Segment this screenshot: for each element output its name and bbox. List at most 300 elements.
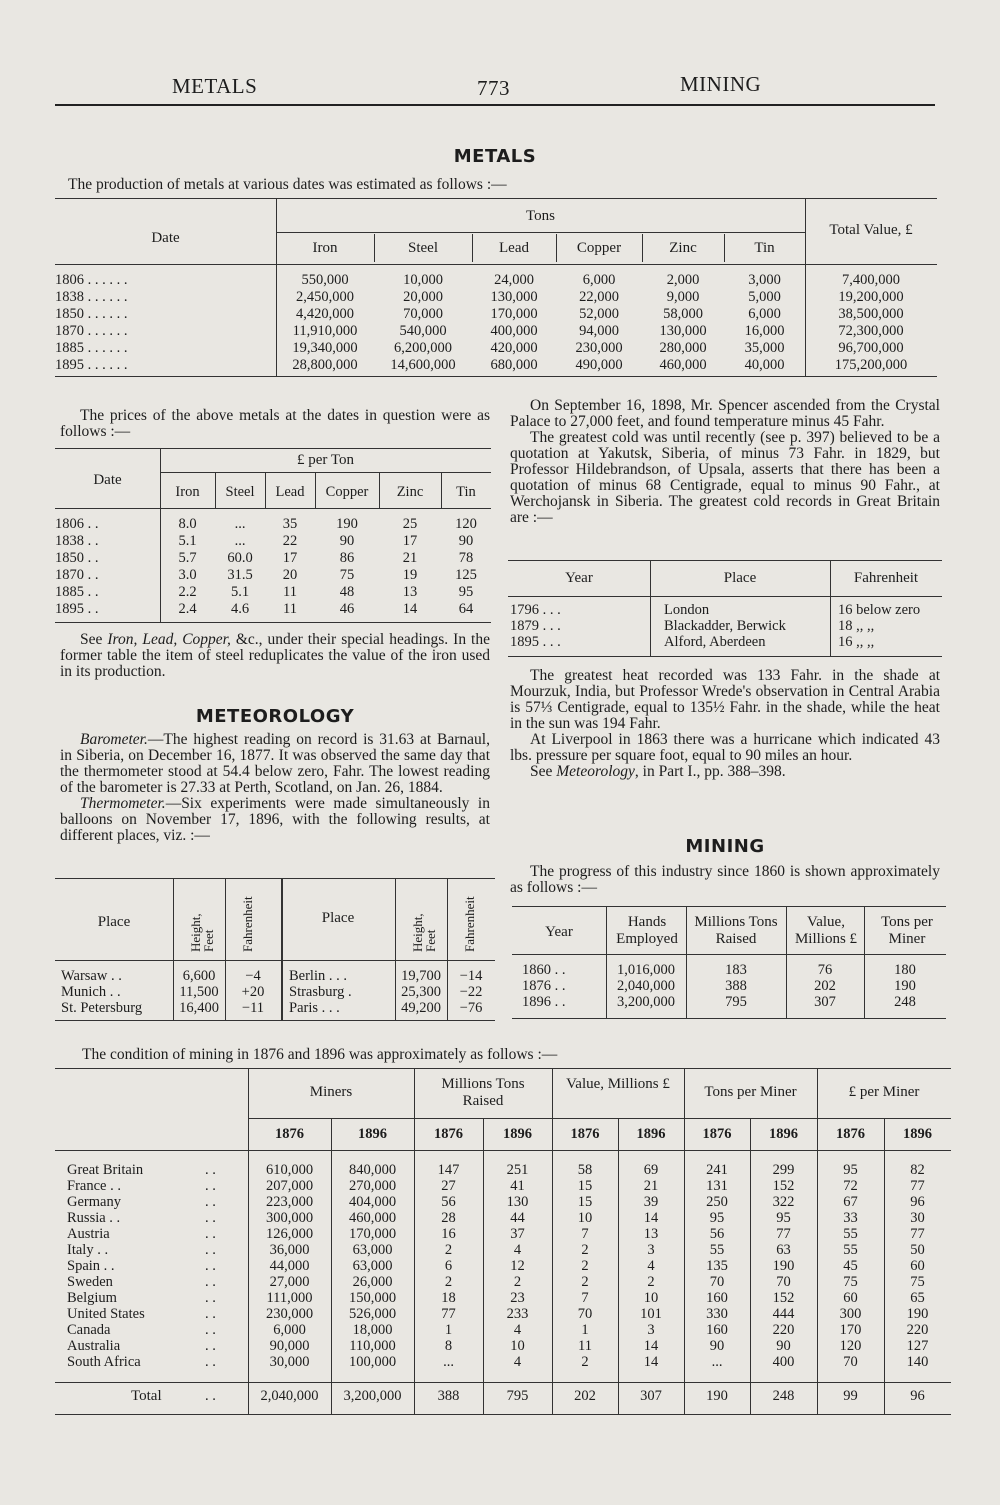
- condition-country: France . .: [67, 1178, 121, 1194]
- production-cell: 52,000: [579, 306, 619, 322]
- cold-header-place: Place: [723, 570, 757, 586]
- condition-total-cell: 202: [574, 1388, 596, 1404]
- balloon-height: 16,400: [179, 1000, 219, 1016]
- production-cell: 460,000: [659, 357, 707, 373]
- condition-cell: 152: [772, 1290, 795, 1306]
- production-cell: 28,800,000: [292, 357, 358, 373]
- production-cell: 540,000: [399, 323, 447, 339]
- condition-cell: 130: [506, 1194, 529, 1210]
- condition-cell: 220: [772, 1322, 795, 1338]
- condition-cell: 330: [706, 1306, 728, 1322]
- condition-cell: 6,000: [273, 1322, 306, 1338]
- condition-year-header: 1876: [434, 1126, 463, 1142]
- production-cell: 6,000: [748, 306, 781, 322]
- condition-cell: 300,000: [265, 1210, 314, 1226]
- condition-cell: 82: [910, 1162, 925, 1178]
- see-meteorology-a: See: [530, 763, 557, 780]
- condition-leader: . .: [205, 1210, 216, 1226]
- condition-cell: 10: [643, 1290, 659, 1306]
- condition-cell: 95: [776, 1210, 791, 1226]
- condition-cell: 111,000: [266, 1290, 313, 1306]
- condition-cell: 28: [441, 1210, 456, 1226]
- condition-total-cell: 96: [910, 1388, 925, 1404]
- prices-cell: 60.0: [227, 550, 253, 566]
- condition-cell: 18,000: [352, 1322, 393, 1338]
- condition-cell: 6: [444, 1258, 453, 1274]
- progress-tons-per-miner: 248: [894, 994, 916, 1010]
- hurricane-paragraph: At Liverpool in 1863 there was a hurricane which indicated 43 lbs. pressure per square foot, equal to 90 miles an hour.: [510, 731, 940, 764]
- header-rule: [55, 104, 935, 106]
- condition-cell: 404,000: [348, 1194, 397, 1210]
- condition-total-cell: 248: [772, 1388, 795, 1404]
- condition-cell: 60: [843, 1290, 858, 1306]
- production-cell: 14,600,000: [390, 357, 456, 373]
- cold-place: Alford, Aberdeen: [664, 634, 766, 650]
- condition-leader: . .: [205, 1226, 216, 1242]
- prices-cell: 3.0: [178, 567, 197, 583]
- condition-cell: 65: [910, 1290, 925, 1306]
- condition-leader: . .: [205, 1290, 216, 1306]
- condition-cell: 2: [581, 1354, 589, 1370]
- condition-cell: 100,000: [348, 1354, 397, 1370]
- col-header: Lead: [499, 240, 529, 256]
- prices-cell: 2.2: [178, 584, 197, 600]
- condition-leader: . .: [205, 1306, 216, 1322]
- condition-cell: 55: [843, 1242, 858, 1258]
- condition-cell: 150,000: [348, 1290, 397, 1306]
- condition-cell: 110,000: [349, 1338, 396, 1354]
- section-title-metals: METALS: [453, 146, 537, 167]
- progress-header-hands: Hands Employed: [616, 914, 678, 947]
- condition-cell: 77: [441, 1306, 456, 1322]
- condition-cell: 90: [709, 1338, 725, 1354]
- condition-leader: . .: [205, 1178, 216, 1194]
- prices-cell: ...: [234, 533, 246, 549]
- cold-header-year: Year: [565, 570, 593, 586]
- prices-cell: 21: [402, 550, 418, 566]
- prices-cell: 8.0: [178, 516, 197, 532]
- condition-cell: 251: [506, 1162, 529, 1178]
- prices-cell: 14: [402, 601, 418, 617]
- section-title-meteorology: METEOROLOGY: [195, 706, 355, 727]
- condition-cell: 55: [709, 1242, 725, 1258]
- condition-cell: 55: [843, 1226, 858, 1242]
- condition-cell: 33: [843, 1210, 858, 1226]
- condition-country: Canada: [67, 1322, 111, 1338]
- prices-cell: 46: [339, 601, 355, 617]
- cold-year: 1796 . . .: [510, 602, 561, 618]
- condition-cell: 233: [506, 1306, 529, 1322]
- condition-total-cell: 795: [506, 1388, 529, 1404]
- condition-country: Sweden: [67, 1274, 113, 1290]
- production-cell-total: 38,500,000: [838, 306, 904, 322]
- production-cell: 24,000: [494, 272, 534, 288]
- condition-cell: 60: [910, 1258, 925, 1274]
- progress-year: 1860 . .: [522, 962, 566, 978]
- condition-cell: 460,000: [348, 1210, 397, 1226]
- prices-cell: 48: [339, 584, 355, 600]
- prices-cell: 4.6: [230, 601, 250, 617]
- condition-cell: 14: [643, 1354, 659, 1370]
- see-note-links: Iron, Lead, Copper,: [107, 631, 231, 648]
- condition-cell: 90,000: [269, 1338, 310, 1354]
- production-cell: 40,000: [744, 357, 785, 373]
- condition-cell: 70: [843, 1354, 858, 1370]
- thermometer-text: —Six experiments were made simultaneously in balloons on November 17, 1896, with the following results, at different places, viz. :—: [60, 795, 490, 844]
- balloon-header-place-2: Place: [321, 910, 355, 926]
- prices-cell: 75: [339, 567, 355, 583]
- cold-place: London: [664, 602, 710, 618]
- prices-cell: 90: [458, 533, 474, 549]
- production-cell: 2,000: [666, 272, 700, 288]
- balloon-place: St. Petersburg: [61, 1000, 143, 1016]
- condition-cell: 37: [510, 1226, 525, 1242]
- condition-year-header: 1876: [275, 1126, 304, 1142]
- col-header: Iron: [312, 240, 338, 256]
- production-cell: 5,000: [748, 289, 781, 305]
- condition-cell: 10: [510, 1338, 525, 1354]
- production-row-date: 1806 . . . . . .: [55, 272, 128, 288]
- production-cell: 20,000: [403, 289, 443, 305]
- condition-cell: 120: [839, 1338, 862, 1354]
- balloon-place-2: Paris . . .: [289, 1000, 340, 1016]
- prices-cell: 120: [455, 516, 477, 532]
- condition-country: South Africa: [67, 1354, 141, 1370]
- production-cell: 400,000: [490, 323, 538, 339]
- prices-row-date: 1885 . .: [55, 584, 99, 600]
- condition-cell: 241: [706, 1162, 728, 1178]
- condition-cell: 13: [643, 1226, 659, 1242]
- condition-cell: 190: [906, 1306, 929, 1322]
- progress-hands: 1,016,000: [617, 962, 675, 978]
- condition-cell: 1: [444, 1322, 453, 1338]
- condition-cell: 75: [910, 1274, 925, 1290]
- prices-cell: 25: [402, 516, 418, 532]
- balloon-fahrenheit-2: −22: [459, 984, 483, 1000]
- balloon-place-2: Strasburg .: [289, 984, 352, 1000]
- heat-paragraphs: [510, 668, 940, 780]
- balloon-fahrenheit: −4: [245, 968, 261, 984]
- condition-cell: 7: [581, 1226, 589, 1242]
- progress-tons: 388: [725, 978, 747, 994]
- condition-cell: 135: [706, 1258, 728, 1274]
- condition-cell: ...: [711, 1354, 723, 1370]
- condition-cell: 4: [647, 1258, 655, 1274]
- condition-cell: 147: [437, 1162, 460, 1178]
- production-row-date: 1885 . . . . . .: [55, 340, 128, 356]
- prices-cell: 5.1: [230, 584, 250, 600]
- prices-cell: 64: [458, 601, 474, 617]
- mining-intro: [510, 864, 940, 896]
- production-cell: 490,000: [575, 357, 623, 373]
- condition-cell: 15: [577, 1194, 593, 1210]
- progress-value: 307: [814, 994, 836, 1010]
- balloon-height: 6,600: [182, 968, 216, 984]
- condition-cell: 2: [581, 1258, 589, 1274]
- page-number: 773: [477, 76, 510, 100]
- greatest-cold-paragraph: The greatest cold was until recently (see p. 397) believed to be a quotation at Yakutsk, Siberia, of minus 73 Fahr. in 1829, but Professor Hildebrandson, of Upsala, asserts that there has been a quotation of minus 68 Centigrade, equal to minus 90 Fahr., at Werchojansk in Siberia. The greatest cold records in Great Britain are :—: [510, 429, 940, 526]
- condition-intro: The condition of mining in 1876 and 1896 was approximately as follows :—: [82, 1046, 558, 1063]
- condition-cell: 39: [643, 1194, 659, 1210]
- progress-tons: 795: [725, 994, 747, 1010]
- condition-group-header: Miners: [309, 1084, 353, 1100]
- condition-country: Austria: [67, 1226, 110, 1242]
- balloon-height-2: 19,700: [401, 968, 441, 984]
- condition-total-cell: 99: [843, 1388, 858, 1404]
- condition-leader: . .: [205, 1354, 216, 1370]
- condition-cell: 77: [910, 1178, 925, 1194]
- condition-leader: . .: [205, 1242, 216, 1258]
- condition-cell: 2: [444, 1274, 453, 1290]
- condition-country: Russia . .: [67, 1210, 121, 1226]
- barometer-text: —The highest reading on record is 31.63 at Barnaul, in Siberia, on December 16, 1877. It was observed the same day that the thermometer stood at 54.4 below zero, Fahr. The lowest reading of the barometer is 27.33 at Perth, Scotland, on Jan. 26, 1884.: [60, 731, 490, 796]
- condition-cell: 170: [839, 1322, 862, 1338]
- balloon-fahrenheit-2: −76: [459, 1000, 483, 1016]
- prices-row-date: 1895 . .: [55, 601, 99, 617]
- cold-year: 1895 . . .: [510, 634, 561, 650]
- condition-year-header: 1876: [836, 1126, 865, 1142]
- condition-cell: 75: [843, 1274, 858, 1290]
- condition-cell: 70: [776, 1274, 791, 1290]
- condition-cell: 12: [510, 1258, 525, 1274]
- progress-header-value: Value, Millions £: [794, 914, 858, 947]
- condition-cell: 72: [843, 1178, 858, 1194]
- production-cell: 22,000: [579, 289, 619, 305]
- condition-cell: 4: [513, 1242, 522, 1258]
- balloon-height-2: 49,200: [401, 1000, 441, 1016]
- condition-total-cell: 388: [437, 1388, 460, 1404]
- prices-row-date: 1850 . .: [55, 550, 99, 566]
- condition-leader: . .: [205, 1274, 216, 1290]
- production-cell: 58,000: [663, 306, 703, 322]
- col-header: Tin: [754, 240, 775, 256]
- condition-cell: 27,000: [269, 1274, 310, 1290]
- balloon-fahrenheit: −11: [241, 1000, 265, 1016]
- condition-cell: 2: [647, 1274, 655, 1290]
- production-row-date: 1895 . . . . . .: [55, 357, 128, 373]
- prices-cell: 190: [336, 516, 358, 532]
- production-cell: 11,910,000: [292, 323, 358, 339]
- balloon-header-height: Height, Feet: [188, 913, 216, 952]
- condition-cell: 67: [843, 1194, 858, 1210]
- cold-fahrenheit: 18 ,, ,,: [838, 618, 875, 634]
- production-cell: 3,000: [748, 272, 781, 288]
- condition-cell: 4: [513, 1322, 522, 1338]
- condition-total-cell: 307: [640, 1388, 662, 1404]
- production-cell: 9,000: [666, 289, 700, 305]
- balloon-header-height-2: Height, Feet: [410, 913, 438, 952]
- prices-cell: 5.7: [178, 550, 197, 566]
- balloon-place-2: Berlin . . .: [289, 968, 347, 984]
- balloon-header-fahrenheit-2: Fahrenheit: [462, 896, 477, 952]
- condition-leader: . .: [205, 1338, 216, 1354]
- prices-intro-text: The prices of the above metals at the dates in question were as follows :—: [60, 407, 490, 440]
- cold-fahrenheit: 16 ,, ,,: [838, 634, 875, 650]
- condition-cell: 4: [513, 1354, 522, 1370]
- balloon-height: 11,500: [179, 984, 219, 1000]
- prices-cell: 90: [339, 533, 355, 549]
- condition-cell: 160: [706, 1322, 728, 1338]
- condition-cell: 526,000: [348, 1306, 397, 1322]
- balloon-header-place: Place: [97, 914, 131, 930]
- condition-cell: 63,000: [352, 1258, 393, 1274]
- condition-group-header: Millions Tons Raised: [441, 1076, 525, 1109]
- condition-leader: . .: [205, 1194, 216, 1210]
- condition-cell: 160: [706, 1290, 728, 1306]
- production-cell: 280,000: [659, 340, 707, 356]
- condition-cell: 50: [910, 1242, 925, 1258]
- production-cell-total: 72,300,000: [838, 323, 904, 339]
- prices-cell: 78: [458, 550, 474, 566]
- progress-year: 1876 . .: [522, 978, 566, 994]
- balloon-height-2: 25,300: [401, 984, 441, 1000]
- condition-cell: 45: [843, 1258, 858, 1274]
- condition-country: Italy . .: [67, 1242, 109, 1258]
- condition-cell: 170,000: [348, 1226, 397, 1242]
- col-header: Zinc: [669, 240, 697, 256]
- prices-cell: 20: [282, 567, 298, 583]
- condition-cell: 131: [706, 1178, 728, 1194]
- prices-row-date: 1838 . .: [55, 533, 99, 549]
- condition-year-header: 1896: [636, 1126, 666, 1142]
- condition-cell: 270,000: [348, 1178, 397, 1194]
- condition-cell: 127: [906, 1338, 929, 1354]
- see-meteorology-b: , in Part I., pp. 388–398.: [634, 763, 786, 780]
- condition-cell: 101: [640, 1306, 662, 1322]
- condition-cell: 400: [772, 1354, 795, 1370]
- condition-group-header: £ per Miner: [848, 1084, 920, 1100]
- condition-cell: 70: [577, 1306, 593, 1322]
- condition-cell: 250: [706, 1194, 728, 1210]
- production-tons-header: Tons: [526, 208, 555, 224]
- condition-group-header: Value, Millions £: [566, 1076, 670, 1092]
- condition-cell: 21: [643, 1178, 659, 1194]
- prices-cell: 95: [458, 584, 474, 600]
- progress-header-tons-per-miner: Tons per Miner: [881, 914, 933, 947]
- production-cell: 70,000: [403, 306, 443, 322]
- production-cell: 6,200,000: [394, 340, 452, 356]
- production-cell: 230,000: [575, 340, 623, 356]
- production-row-date: 1838 . . . . . .: [55, 289, 128, 305]
- production-row-date: 1850 . . . . . .: [55, 306, 128, 322]
- condition-cell: 70: [709, 1274, 725, 1290]
- section-title-mining: MINING: [685, 836, 765, 857]
- prices-cell: 17: [402, 533, 418, 549]
- cold-fahrenheit: 16 below zero: [838, 602, 921, 618]
- condition-cell: 58: [577, 1162, 593, 1178]
- condition-cell: 69: [643, 1162, 659, 1178]
- condition-cell: 8: [444, 1338, 453, 1354]
- progress-header-year: Year: [545, 924, 573, 940]
- balloon-header-fahrenheit: Fahrenheit: [240, 896, 255, 952]
- progress-hands: 2,040,000: [617, 978, 675, 994]
- condition-country: Belgium: [67, 1290, 117, 1306]
- condition-cell: 2: [581, 1274, 589, 1290]
- condition-year-header: 1896: [358, 1126, 387, 1142]
- condition-country: United States: [67, 1306, 145, 1322]
- balloon-place: Munich . .: [61, 984, 121, 1000]
- prices-intro: [60, 408, 490, 440]
- prices-row-date: 1870 . .: [55, 567, 99, 583]
- progress-hands: 3,200,000: [617, 994, 675, 1010]
- prices-cell: 86: [339, 550, 355, 566]
- condition-cell: 27: [441, 1178, 456, 1194]
- condition-cell: 126,000: [265, 1226, 314, 1242]
- barometer-label: Barometer.: [80, 731, 148, 748]
- prices-col-header: Iron: [175, 484, 200, 500]
- production-cell: 16,000: [744, 323, 785, 339]
- condition-country: Germany: [67, 1194, 121, 1210]
- production-cell: 170,000: [490, 306, 538, 322]
- production-cell-total: 175,200,000: [834, 357, 908, 373]
- condition-leader: . .: [205, 1388, 216, 1404]
- prices-cell: 19: [402, 567, 418, 583]
- balloon-place: Warsaw . .: [61, 968, 122, 984]
- production-cell: 420,000: [490, 340, 538, 356]
- production-row-date: 1870 . . . . . .: [55, 323, 128, 339]
- progress-year: 1896 . .: [522, 994, 566, 1010]
- cold-header-fahrenheit: Fahrenheit: [853, 570, 919, 586]
- condition-cell: 152: [772, 1178, 795, 1194]
- condition-country: Spain . .: [67, 1258, 115, 1274]
- prices-cell: 17: [282, 550, 298, 566]
- condition-cell: 77: [910, 1226, 925, 1242]
- prices-row-date: 1806 . .: [55, 516, 99, 532]
- see-meteorology-link: Meteorology: [556, 763, 635, 780]
- condition-total-cell: 3,200,000: [343, 1388, 402, 1404]
- condition-leader: . .: [205, 1258, 216, 1274]
- condition-cell: 77: [776, 1226, 791, 1242]
- condition-cell: 610,000: [265, 1162, 314, 1178]
- progress-value: 76: [817, 962, 833, 978]
- condition-cell: 223,000: [265, 1194, 314, 1210]
- condition-cell: 41: [510, 1178, 525, 1194]
- condition-cell: 140: [906, 1354, 929, 1370]
- prices-col-header: Copper: [325, 484, 369, 500]
- prices-cell: ...: [234, 516, 246, 532]
- prices-cell: 31.5: [227, 567, 253, 583]
- production-cell: 130,000: [490, 289, 538, 305]
- prices-col-header: Lead: [275, 484, 305, 500]
- production-cell-total: 19,200,000: [838, 289, 904, 305]
- condition-leader: . .: [205, 1162, 216, 1178]
- condition-cell: 44: [510, 1210, 525, 1226]
- condition-year-header: 1876: [570, 1126, 600, 1142]
- production-cell: 94,000: [579, 323, 619, 339]
- condition-cell: 15: [577, 1178, 593, 1194]
- production-date-header: Date: [151, 230, 180, 246]
- see-note-a: See: [80, 631, 108, 648]
- production-cell-total: 96,700,000: [838, 340, 904, 356]
- progress-value: 202: [814, 978, 836, 994]
- progress-header-tons: Millions Tons Raised: [694, 914, 778, 947]
- condition-cell: 322: [772, 1194, 795, 1210]
- condition-cell: 2: [513, 1274, 522, 1290]
- prices-cell: 11: [283, 584, 297, 600]
- condition-total-label: Total: [131, 1388, 162, 1404]
- condition-cell: 30,000: [269, 1354, 310, 1370]
- production-cell: 6,000: [582, 272, 616, 288]
- condition-cell: 63,000: [352, 1242, 393, 1258]
- see-note: [60, 632, 490, 680]
- production-cell: 2,450,000: [296, 289, 354, 305]
- condition-cell: 7: [581, 1290, 589, 1306]
- condition-cell: 2: [444, 1242, 453, 1258]
- prices-per-ton-header: £ per Ton: [297, 452, 354, 468]
- production-cell-total: 7,400,000: [842, 272, 900, 288]
- production-cell: 19,340,000: [292, 340, 358, 356]
- prices-cell: 5.1: [178, 533, 197, 549]
